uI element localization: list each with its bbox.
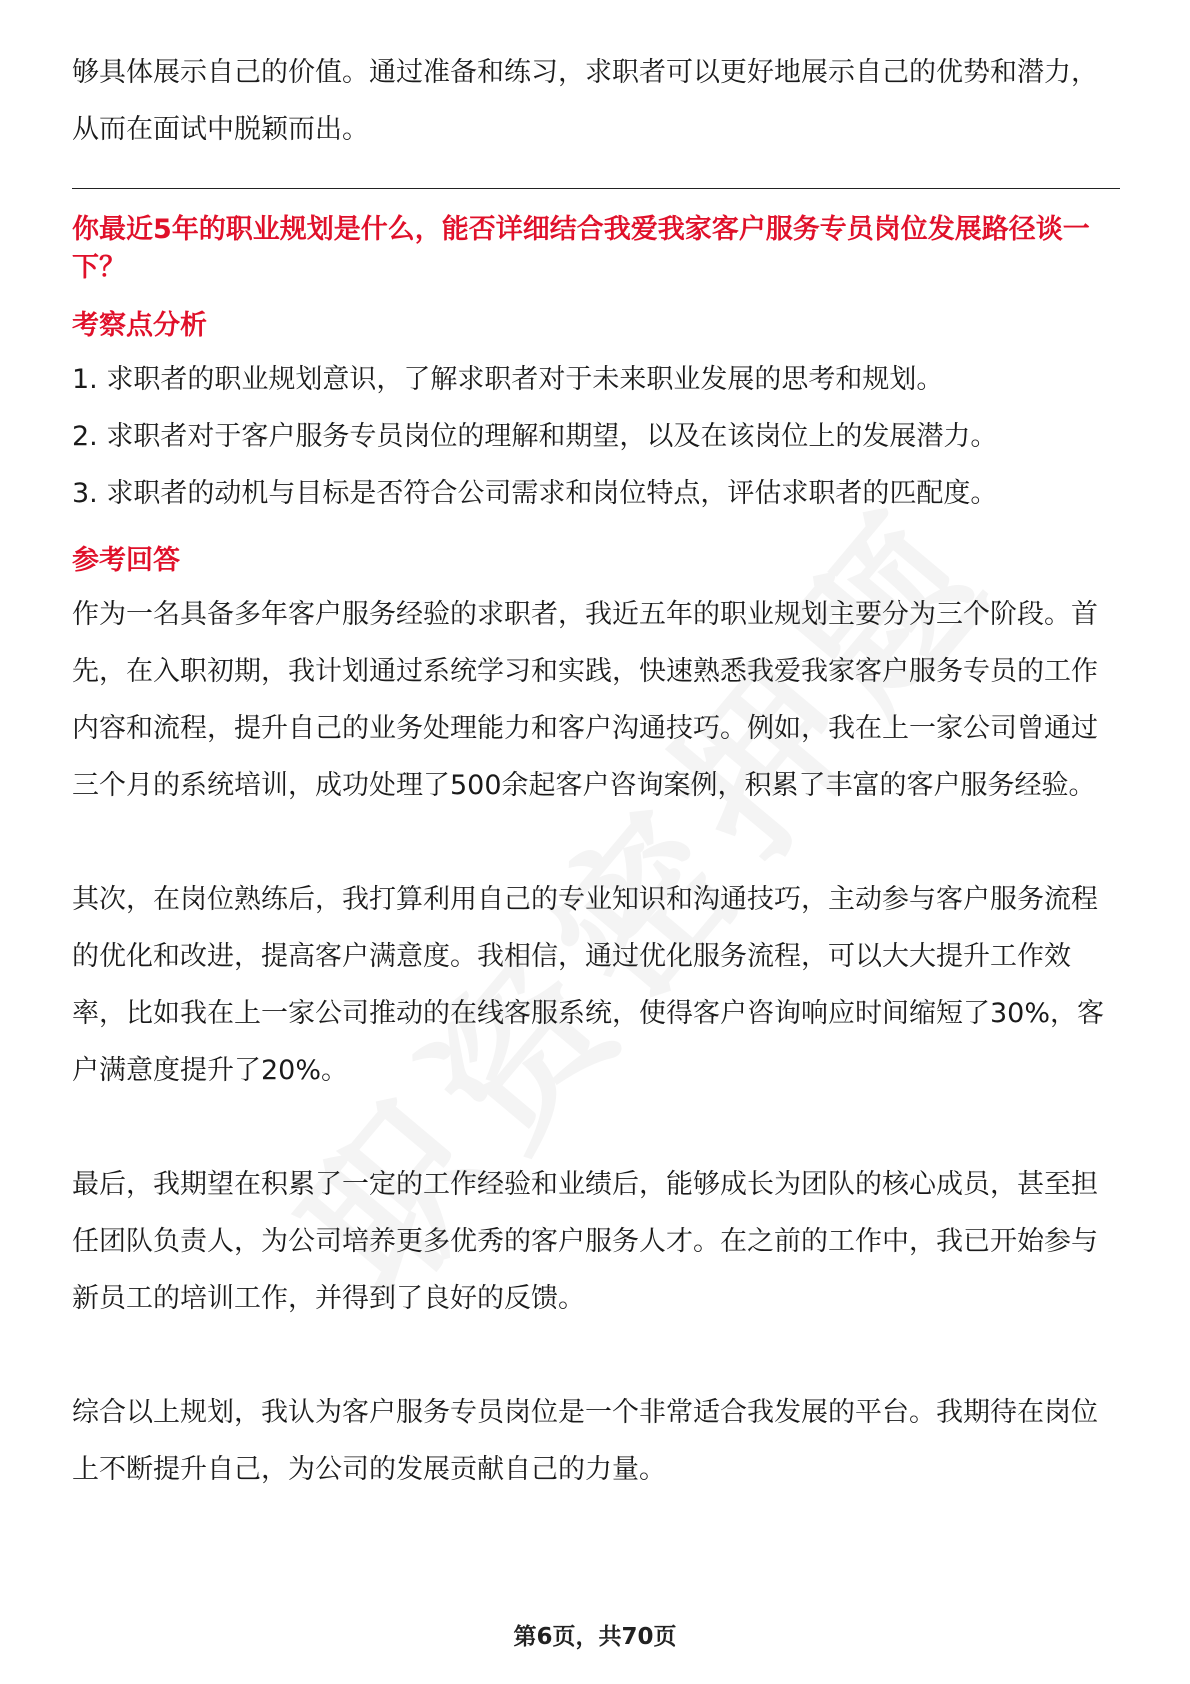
- page-number: 第6页，共70页: [513, 1624, 677, 1650]
- analysis-list: [72, 351, 1120, 522]
- paragraph-spacer: [72, 1327, 1120, 1384]
- paragraph-spacer: [72, 1099, 1120, 1156]
- answer-paragraph: 综合以上规划，我认为客户服务专员岗位是一个非常适合我发展的平台。我期待在岗位上不断提升自己，为公司的发展贡献自己的力量。: [72, 1397, 1098, 1485]
- intro-paragraph: 够具体展示自己的价值。通过准备和练习，求职者可以更好地展示自己的优势和潜力，从而在面试中脱颖而出。: [72, 57, 1098, 145]
- question-heading: 你最近5年的职业规划是什么，能否详细结合我爱我家客户服务专员岗位发展路径谈一下？: [72, 214, 1090, 283]
- analysis-heading: 考察点分析: [72, 310, 207, 341]
- paragraph-spacer: [72, 814, 1120, 871]
- answer-body: [72, 586, 1120, 1498]
- section-divider: [72, 188, 1120, 189]
- answer-paragraph: 其次，在岗位熟练后，我打算利用自己的专业知识和沟通技巧，主动参与客户服务流程的优化和改进，提高客户满意度。我相信，通过优化服务流程，可以大大提升工作效率，比如我在上一家公司推动的在线客服系统，使得客户咨询响应时间缩短了30%，客户满意度提升了20%。: [72, 884, 1105, 1086]
- analysis-item: 3. 求职者的动机与目标是否符合公司需求和岗位特点，评估求职者的匹配度。: [72, 478, 998, 509]
- answer-paragraph: 最后，我期望在积累了一定的工作经验和业绩后，能够成长为团队的核心成员，甚至担任团队负责人，为公司培养更多优秀的客户服务人才。在之前的工作中，我已开始参与新员工的培训工作，并得到了良好的反馈。: [72, 1169, 1098, 1314]
- document-page: [72, 44, 1120, 1498]
- answer-paragraph: 作为一名具备多年客户服务经验的求职者，我近五年的职业规划主要分为三个阶段。首先，在入职初期，我计划通过系统学习和实践，快速熟悉我爱我家客户服务专员的工作内容和流程，提升自己的业务处理能力和客户沟通技巧。例如，我在上一家公司曾通过三个月的系统培训，成功处理了500余起客户咨询案例，积累了丰富的客户服务经验。: [72, 599, 1098, 801]
- analysis-item: 2. 求职者对于客户服务专员岗位的理解和期望，以及在该岗位上的发展潜力。: [72, 421, 998, 452]
- analysis-item: 1. 求职者的职业规划意识，了解求职者对于未来职业发展的思考和规划。: [72, 364, 944, 395]
- answer-heading: 参考回答: [72, 545, 180, 576]
